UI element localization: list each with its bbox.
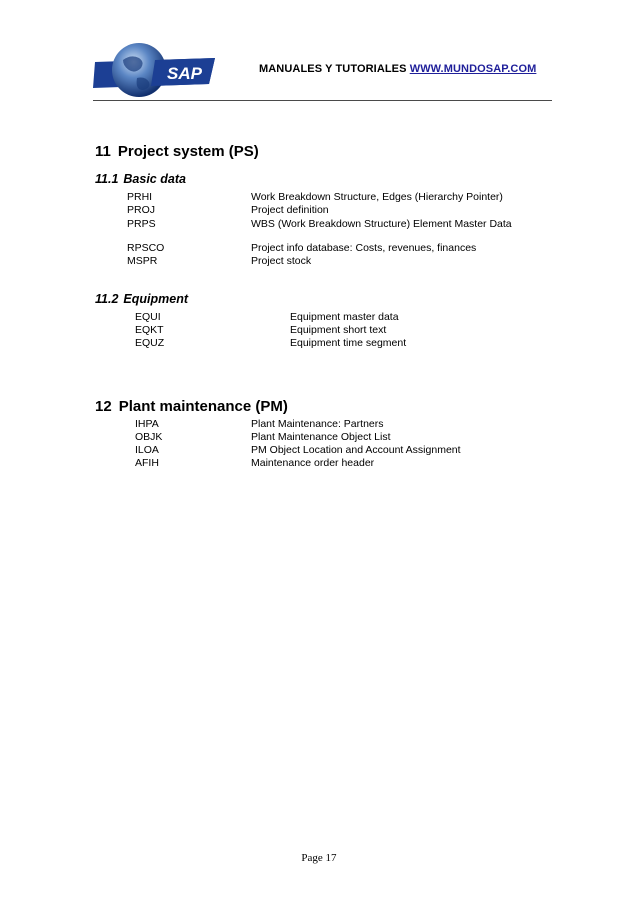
table-description: Plant Maintenance: Partners [251,418,384,430]
header-website-link[interactable]: WWW.MUNDOSAP.COM [409,63,537,75]
table-code: OBJK [135,431,163,443]
header-title [259,63,536,75]
sap-logo [93,38,215,102]
globe-logo-icon [93,38,215,102]
section-number: 12 [95,398,112,415]
subsection-heading-11-1 [95,172,186,186]
table-description: Equipment master data [290,311,399,323]
table-description: Plant Maintenance Object List [251,431,391,443]
table-code: PRHI [127,191,153,203]
table-description: PM Object Location and Account Assignment [251,444,461,456]
section-title: Project system (PS) [117,143,259,160]
table-code: EQKT [135,324,164,336]
subsection-number: 11.2 [95,292,119,306]
table-description: Equipment short text [290,324,387,336]
table-description: Project definition [251,204,329,216]
section-heading-12 [95,398,288,415]
table-code: AFIH [135,457,159,469]
section-title: Plant maintenance (PM) [118,398,288,415]
subsection-number: 11.1 [95,172,119,186]
header-title-prefix: MANUALES Y TUTORIALES [259,63,410,75]
table-code: PROJ [127,204,156,216]
subsection-title: Equipment [123,292,188,306]
table-description: Project stock [251,255,312,267]
table-code: MSPR [127,255,158,267]
table-description: Project info database: Costs, revenues, finances [251,242,477,254]
table-code: EQUZ [135,337,165,349]
table-code: PRPS [127,218,156,230]
logo-text: SAP [167,64,202,83]
table-code: ILOA [135,444,159,456]
page-number: Page 17 [301,852,337,864]
table-description: Maintenance order header [251,457,375,469]
table-description: Equipment time segment [290,337,407,349]
table-code: RPSCO [127,242,165,254]
table-description: Work Breakdown Structure, Edges (Hierarchy Pointer) [251,191,503,203]
section-number: 11 [95,143,111,160]
subsection-title: Basic data [123,172,186,186]
table-description: WBS (Work Breakdown Structure) Element Master Data [251,218,512,230]
table-code: IHPA [135,418,159,430]
subsection-heading-11-2 [95,292,188,306]
table-code: EQUI [135,311,161,323]
header-divider [93,100,552,101]
section-heading-11 [95,143,259,160]
